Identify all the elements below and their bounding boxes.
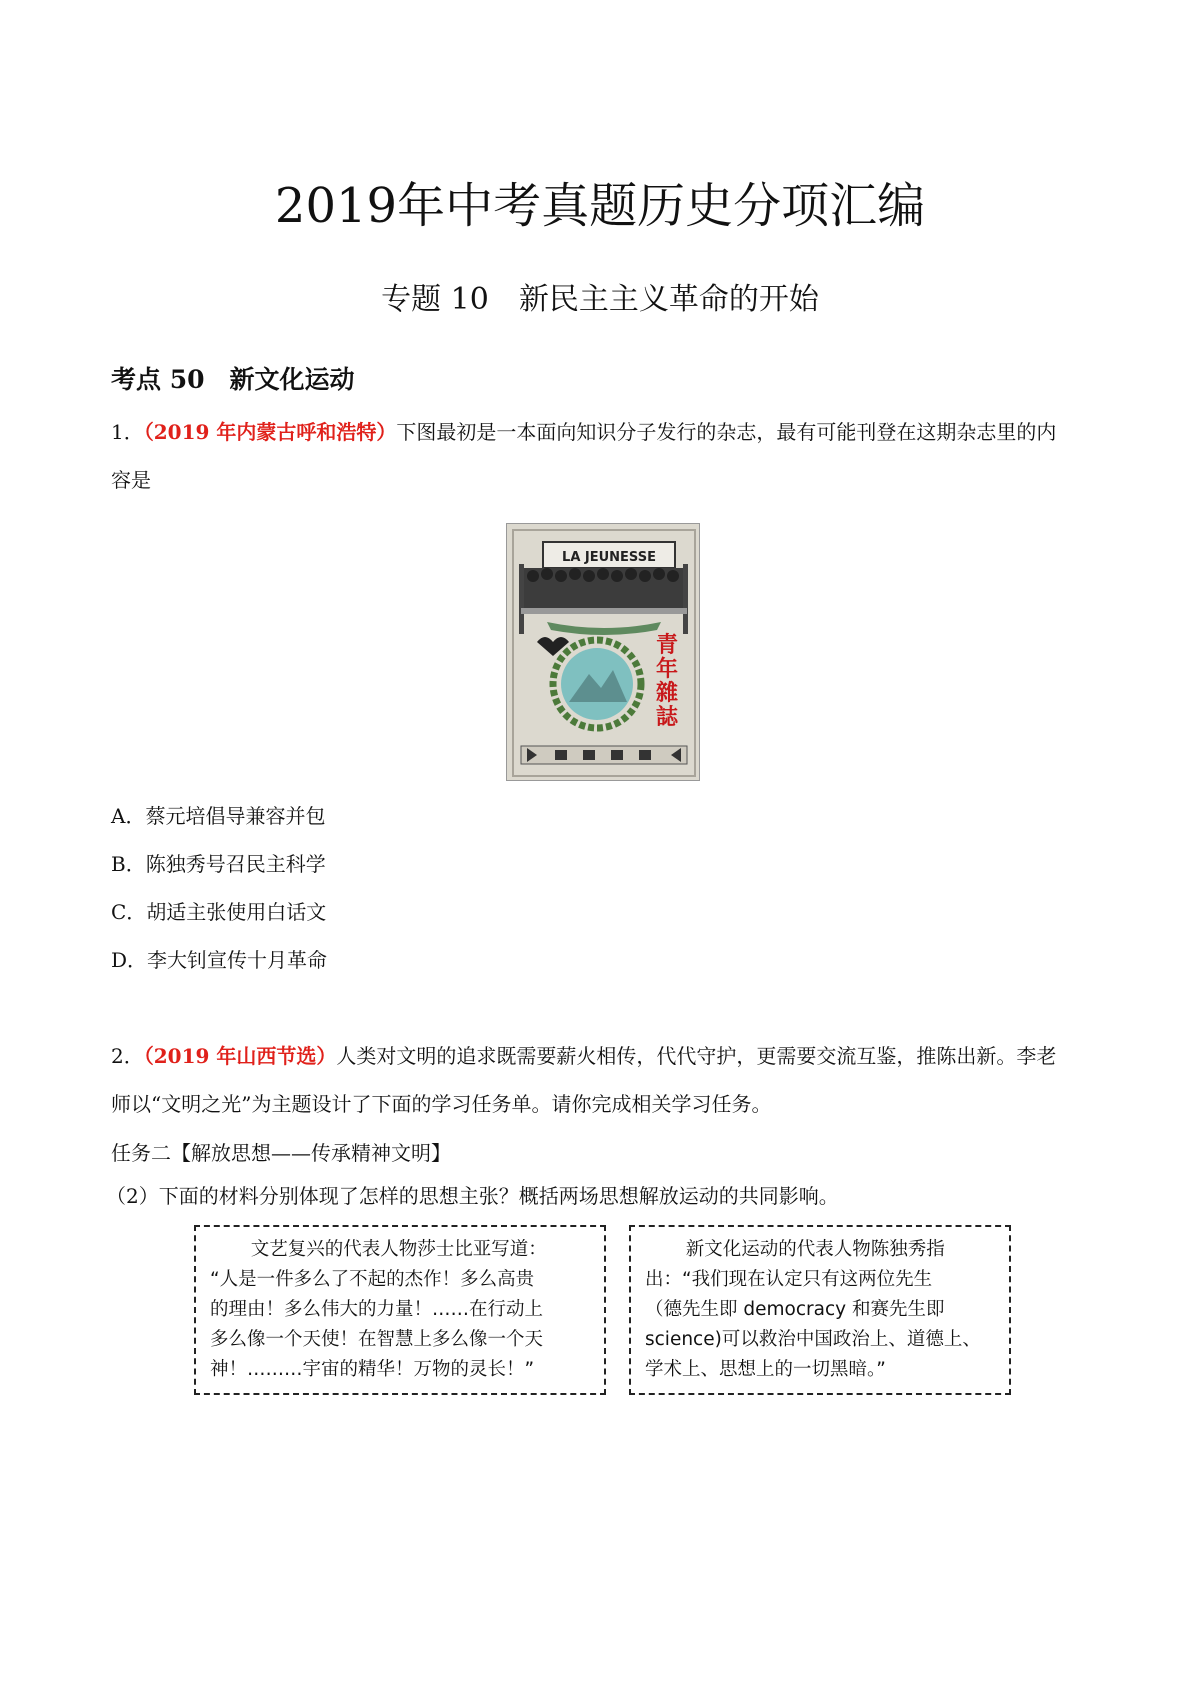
magazine-cover-illustration (507, 524, 700, 781)
option-c-text: 胡适主张使用白话文 (146, 900, 327, 924)
material-box-left (194, 1225, 606, 1395)
question-2-stem-line2: 师以“文明之光”为主题设计了下面的学习任务单。请你完成相关学习任务。 (111, 1092, 772, 1116)
option-b-letter: B． (111, 852, 146, 876)
option-d-text: 李大钊宣传十月革命 (147, 948, 328, 972)
option-d-letter: D． (111, 948, 148, 972)
sub-question-2: （2）下面的材料分别体现了怎样的思想主张？概括两场思想解放运动的共同影响。 (106, 1184, 839, 1208)
svg-text:年: 年 (655, 657, 679, 682)
question-2-source: （2019 年山西节选） (143, 1044, 337, 1068)
document-title: 2019年中考真题历史分项汇编 (274, 178, 926, 234)
material-right-line1: 新文化运动的代表人物陈独秀指 (685, 1239, 945, 1260)
svg-text:誌: 誌 (655, 705, 679, 730)
question-2-stem (111, 1032, 1101, 1128)
material-left-line2: “人是一件多么了不起的杰作！多么高贵 (210, 1269, 535, 1290)
question-1-stem (111, 408, 1101, 504)
material-left-line4: 多么像一个天使！在智慧上多么像一个天 (210, 1329, 544, 1350)
section-heading: 考点 50 新文化运动 (111, 365, 355, 394)
svg-text:青: 青 (655, 633, 679, 658)
material-left-line1: 文艺复兴的代表人物莎士比亚写道： (250, 1239, 547, 1260)
question-1-source: （2019 年内蒙古呼和浩特） (143, 420, 397, 444)
question-2-number: 2． (111, 1044, 144, 1068)
material-right-line3: （德先生即 democracy 和赛先生即 (645, 1299, 945, 1320)
svg-text:雜: 雜 (655, 681, 679, 706)
task-heading: 任务二【解放思想——传承精神文明】 (111, 1141, 451, 1165)
material-left-line3: 的理由！多么伟大的力量！……在行动上 (210, 1299, 544, 1320)
option-a[interactable] (111, 801, 325, 831)
option-a-letter: A． (111, 804, 146, 828)
magazine-cover-image (506, 523, 700, 781)
option-c-letter: C． (111, 900, 147, 924)
material-right-line2: 出：“我们现在认定只有这两位先生 (645, 1269, 933, 1290)
option-b[interactable] (111, 849, 326, 879)
option-c[interactable] (111, 897, 326, 927)
material-box-right (629, 1225, 1011, 1395)
option-a-text: 蔡元培倡导兼容并包 (145, 804, 326, 828)
question-2-stem-line1: 人类对文明的追求既需要薪火相传，代代守护，更需要交流互鉴，推陈出新。李老 (336, 1044, 1057, 1068)
question-1-number: 1． (111, 420, 144, 444)
material-right-line5: 学术上、思想上的一切黑暗。” (645, 1359, 886, 1380)
cover-latin-title: LA JEUNESSE (562, 550, 656, 565)
question-1-stem-line2: 容是 (111, 468, 151, 492)
option-b-text: 陈独秀号召民主科学 (145, 852, 326, 876)
document-subtitle: 专题 10 新民主主义革命的开始 (381, 282, 819, 317)
question-1-stem-line1: 下图最初是一本面向知识分子发行的杂志，最有可能刊登在这期杂志里的内 (396, 420, 1057, 444)
material-left-line5: 神！………宇宙的精华！万物的灵长！” (210, 1359, 535, 1380)
cover-red-characters (656, 632, 679, 730)
material-right-line4: science)可以救治中国政治上、道德上、 (645, 1329, 981, 1350)
option-d[interactable] (111, 945, 327, 975)
